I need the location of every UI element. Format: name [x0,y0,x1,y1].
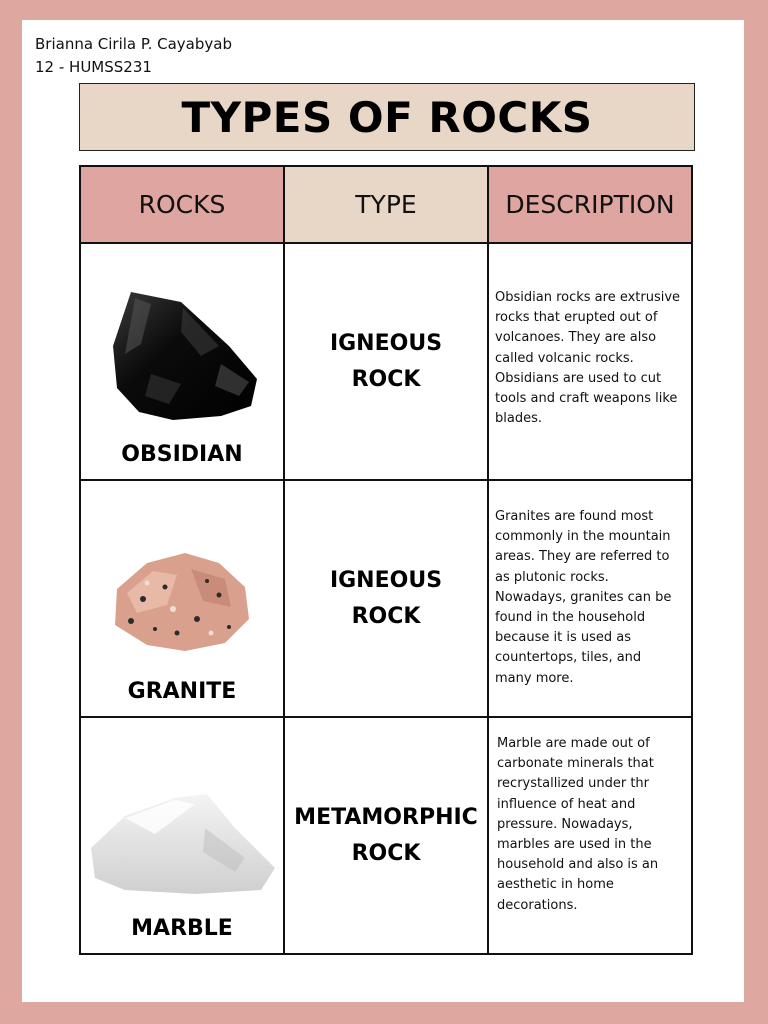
rock-type-line1: IGNEOUS [329,330,443,356]
rock-name: OBSIDIAN [121,442,243,467]
rock-type-line1: METAMORPHIC [294,804,478,830]
rock-cell [80,480,284,717]
rocks-table [79,165,693,955]
obsidian-image [111,284,261,424]
rock-type-line2: ROCK [351,366,421,392]
rock-description: Granites are found most commonly in the mountain areas. They are referred to as plutonic rocks. Nowadays, granites can be found in the household because it is used as countertops, tiles, and many more. [495,509,672,686]
table-header-row [80,166,692,243]
author-info [35,33,232,79]
rock-type [285,244,487,479]
rock-cell [80,243,284,480]
type-cell [284,480,488,717]
description-cell [488,480,692,717]
header-description: DESCRIPTION [488,166,692,243]
description-cell [488,717,692,954]
rock-type-line2: ROCK [351,840,421,866]
rock-cell [80,717,284,954]
rock-name: GRANITE [127,679,237,704]
page-title: TYPES OF ROCKS [181,92,593,142]
rock-description: Marble are made out of carbonate minerals that recrystallized under thr influence of heat and pressure. Nowadays, marbles are used in the household and also is an aesthetic in home decorations. [497,736,659,913]
rock-type-line2: ROCK [351,603,421,629]
type-cell [284,243,488,480]
description-cell [488,243,692,480]
type-cell [284,717,488,954]
table-row [80,243,692,480]
rock-type [285,718,487,953]
title-banner [79,83,695,151]
table-row [80,717,692,954]
rock-description: Obsidian rocks are extrusive rocks that erupted out of volcanoes. They are also called volcanic rocks. Obsidians are used to cut tools and craft weapons like blades. [495,290,681,427]
rock-name: MARBLE [131,916,233,941]
author-name: Brianna Cirila P. Cayabyab [35,35,232,53]
header-type: TYPE [284,166,488,243]
granite-image [107,549,253,657]
rock-type [285,481,487,716]
author-section: 12 - HUMSS231 [35,58,152,76]
table-row [80,480,692,717]
rock-type-line1: IGNEOUS [329,567,443,593]
header-rocks: ROCKS [80,166,284,243]
document-sheet [22,20,744,1002]
marble-image [85,788,281,898]
